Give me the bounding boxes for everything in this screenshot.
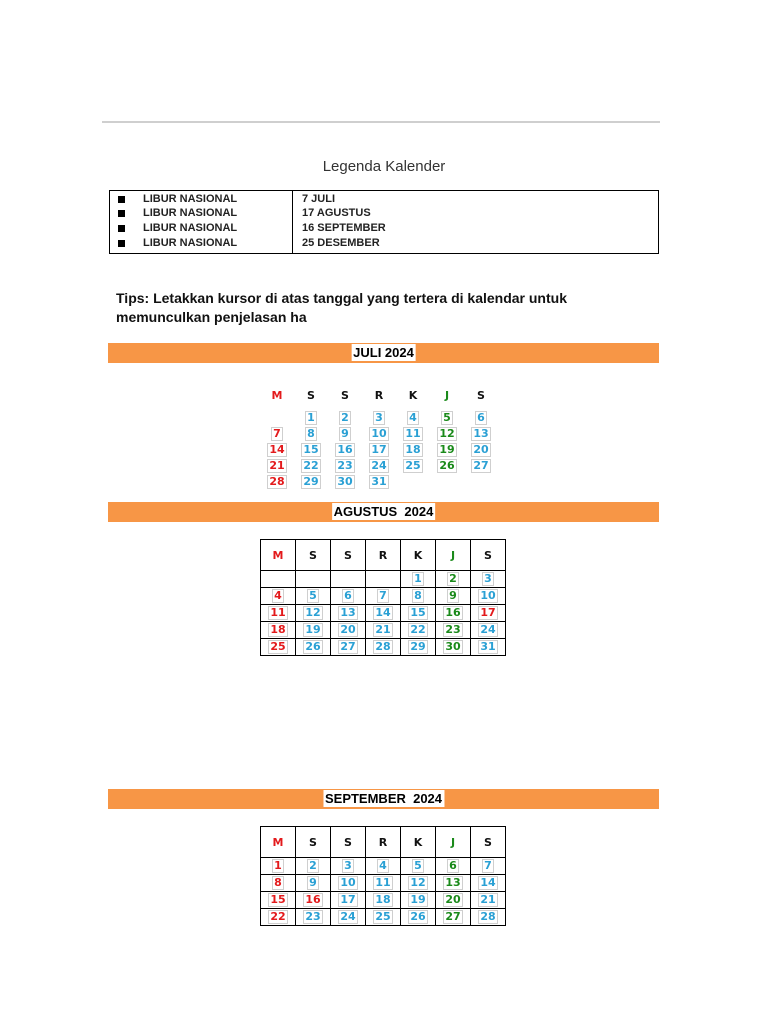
date-link[interactable]: 9 xyxy=(309,876,317,889)
date-link[interactable]: 23 xyxy=(305,910,321,923)
weekday-label: S xyxy=(471,827,506,858)
day-cell xyxy=(296,605,331,622)
day-cell xyxy=(464,426,498,442)
date-link[interactable]: 7 xyxy=(379,589,387,602)
legend-date: 7 JULI xyxy=(302,193,336,205)
month-title: JULI 2024 xyxy=(353,345,414,360)
day-cell xyxy=(401,622,436,639)
day-cell xyxy=(261,622,296,639)
date-link[interactable]: 29 xyxy=(303,475,319,488)
date-link[interactable]: 17 xyxy=(340,893,356,906)
bullet-square-icon xyxy=(118,210,125,217)
date-link[interactable]: 15 xyxy=(303,443,319,456)
weekday-label: M xyxy=(261,540,296,571)
weekday-label: S xyxy=(296,827,331,858)
weekday-label: S xyxy=(331,540,366,571)
date-link[interactable]: 13 xyxy=(445,876,461,889)
week-row xyxy=(260,442,498,458)
day-cell xyxy=(261,571,296,588)
date-link[interactable]: 27 xyxy=(473,459,489,472)
day-cell xyxy=(366,622,401,639)
weekday-label: R xyxy=(366,540,401,571)
date-link[interactable]: 14 xyxy=(375,606,391,619)
date-link[interactable]: 1 xyxy=(274,859,282,872)
calendar-agustus xyxy=(260,539,506,656)
date-link[interactable]: 28 xyxy=(269,475,285,488)
legend-date: 25 DESEMBER xyxy=(302,237,380,249)
legend-label: LIBUR NASIONAL xyxy=(143,237,238,249)
day-cell xyxy=(296,571,331,588)
weekday-header-row xyxy=(261,827,506,858)
bullet-square-icon xyxy=(118,196,125,203)
date-link[interactable]: 2 xyxy=(309,859,317,872)
date-link[interactable]: 5 xyxy=(414,859,422,872)
day-cell xyxy=(362,474,396,490)
date-link[interactable]: 21 xyxy=(269,459,285,472)
legend-title: Legenda Kalender xyxy=(322,158,446,175)
date-link[interactable]: 6 xyxy=(449,859,457,872)
date-link[interactable]: 23 xyxy=(337,459,353,472)
date-link[interactable]: 28 xyxy=(480,910,496,923)
day-cell xyxy=(401,588,436,605)
day-cell xyxy=(296,639,331,656)
day-cell xyxy=(261,588,296,605)
date-link[interactable]: 16 xyxy=(305,893,321,906)
day-cell xyxy=(331,875,366,892)
day-cell xyxy=(362,410,396,426)
date-link[interactable]: 9 xyxy=(341,427,349,440)
day-cell xyxy=(401,858,436,875)
date-link[interactable]: 11 xyxy=(270,606,286,619)
date-link[interactable]: 20 xyxy=(340,623,356,636)
day-cell xyxy=(430,426,464,442)
month-header-agustus xyxy=(108,502,659,522)
week-row xyxy=(260,458,498,474)
day-cell xyxy=(471,858,506,875)
date-link[interactable]: 11 xyxy=(375,876,391,889)
day-cell xyxy=(296,875,331,892)
day-cell xyxy=(401,892,436,909)
date-link[interactable]: 26 xyxy=(410,910,426,923)
day-cell xyxy=(260,442,294,458)
day-cell xyxy=(294,474,328,490)
day-cell xyxy=(296,622,331,639)
day-cell xyxy=(366,892,401,909)
week-row xyxy=(260,410,498,426)
day-cell xyxy=(471,892,506,909)
weekday-label: S xyxy=(477,388,485,402)
date-link[interactable]: 29 xyxy=(410,640,426,653)
date-link[interactable]: 26 xyxy=(305,640,321,653)
date-link[interactable]: 25 xyxy=(405,459,421,472)
date-link[interactable]: 10 xyxy=(340,876,356,889)
weekday-label: S xyxy=(341,388,349,402)
month-header-juli xyxy=(108,343,659,363)
week-row xyxy=(261,858,506,875)
month-header-september xyxy=(108,789,659,809)
date-link[interactable]: 20 xyxy=(473,443,489,456)
day-cell xyxy=(331,892,366,909)
legend-label: LIBUR NASIONAL xyxy=(143,193,238,205)
day-cell xyxy=(436,571,471,588)
day-cell xyxy=(261,858,296,875)
date-link[interactable]: 5 xyxy=(443,411,451,424)
day-cell xyxy=(261,639,296,656)
calendar-grid xyxy=(260,380,498,490)
date-link[interactable]: 21 xyxy=(480,893,496,906)
day-cell xyxy=(430,442,464,458)
day-cell xyxy=(396,410,430,426)
day-cell xyxy=(296,909,331,926)
date-link[interactable]: 21 xyxy=(375,623,391,636)
tips-text: Tips: Letakkan kursor di atas tanggal yang tertera di kalendar untuk memunculkan penjelasan ha xyxy=(116,290,567,325)
date-link[interactable]: 9 xyxy=(449,589,457,602)
day-cell xyxy=(261,909,296,926)
date-link[interactable]: 2 xyxy=(449,572,457,585)
day-cell xyxy=(331,909,366,926)
week-row xyxy=(261,892,506,909)
date-link[interactable]: 6 xyxy=(344,589,352,602)
date-link[interactable]: 13 xyxy=(340,606,356,619)
week-row xyxy=(260,426,498,442)
week-row xyxy=(261,605,506,622)
date-link[interactable]: 28 xyxy=(375,640,391,653)
day-cell xyxy=(430,410,464,426)
day-cell xyxy=(296,892,331,909)
day-cell xyxy=(366,605,401,622)
date-link[interactable]: 3 xyxy=(375,411,383,424)
date-link[interactable]: 22 xyxy=(270,910,286,923)
calendar-grid xyxy=(260,826,506,926)
day-cell xyxy=(260,474,294,490)
day-cell xyxy=(260,458,294,474)
day-cell xyxy=(296,858,331,875)
day-cell xyxy=(261,605,296,622)
day-cell xyxy=(401,909,436,926)
legend-row xyxy=(110,206,658,221)
day-cell xyxy=(401,875,436,892)
weekday-label: K xyxy=(408,388,418,402)
day-cell xyxy=(430,458,464,474)
date-link[interactable]: 8 xyxy=(307,427,315,440)
day-cell xyxy=(366,571,401,588)
date-link[interactable]: 8 xyxy=(274,876,282,889)
date-link[interactable]: 18 xyxy=(375,893,391,906)
legend-date: 16 SEPTEMBER xyxy=(302,222,386,234)
date-link[interactable]: 12 xyxy=(410,876,426,889)
date-link[interactable]: 7 xyxy=(273,427,281,440)
date-link[interactable]: 1 xyxy=(307,411,315,424)
legend-label: LIBUR NASIONAL xyxy=(143,222,238,234)
week-row xyxy=(261,909,506,926)
date-link[interactable]: 7 xyxy=(484,859,492,872)
week-row xyxy=(261,571,506,588)
month-title: SEPTEMBER 2024 xyxy=(324,791,443,806)
day-cell xyxy=(471,909,506,926)
bullet-square-icon xyxy=(118,240,125,247)
day-cell xyxy=(294,442,328,458)
legend-row xyxy=(110,192,658,207)
weekday-label: K xyxy=(401,540,436,571)
date-link[interactable]: 27 xyxy=(340,640,356,653)
weekday-label: R xyxy=(374,388,384,402)
date-link[interactable]: 15 xyxy=(410,606,426,619)
date-link[interactable]: 24 xyxy=(480,623,496,636)
day-cell xyxy=(436,858,471,875)
weekday-label: S xyxy=(296,540,331,571)
date-link[interactable]: 19 xyxy=(410,893,426,906)
weekday-label: S xyxy=(307,388,315,402)
day-cell xyxy=(260,426,294,442)
day-cell xyxy=(396,458,430,474)
day-cell xyxy=(366,909,401,926)
day-cell xyxy=(464,410,498,426)
day-cell xyxy=(328,442,362,458)
date-link[interactable]: 22 xyxy=(410,623,426,636)
date-link[interactable]: 6 xyxy=(477,411,485,424)
day-cell xyxy=(471,622,506,639)
day-cell xyxy=(471,605,506,622)
bullet-square-icon xyxy=(118,225,125,232)
date-link[interactable]: 3 xyxy=(344,859,352,872)
day-cell xyxy=(328,474,362,490)
date-link[interactable]: 15 xyxy=(270,893,286,906)
date-link[interactable]: 13 xyxy=(473,427,489,440)
date-link[interactable]: 8 xyxy=(414,589,422,602)
date-link[interactable]: 5 xyxy=(309,589,317,602)
date-link[interactable]: 22 xyxy=(303,459,319,472)
day-cell xyxy=(331,639,366,656)
top-divider xyxy=(102,121,660,123)
date-link[interactable]: 16 xyxy=(445,606,461,619)
date-link[interactable]: 31 xyxy=(480,640,496,653)
calendar-september xyxy=(260,826,506,926)
date-link[interactable]: 30 xyxy=(337,475,353,488)
day-cell xyxy=(430,474,464,490)
day-cell xyxy=(436,875,471,892)
weekday-label: J xyxy=(436,827,471,858)
date-link[interactable]: 14 xyxy=(480,876,496,889)
day-cell xyxy=(366,588,401,605)
day-cell xyxy=(366,875,401,892)
weekday-label: R xyxy=(366,827,401,858)
day-cell xyxy=(362,426,396,442)
week-row xyxy=(261,622,506,639)
date-link[interactable]: 19 xyxy=(305,623,321,636)
date-link[interactable]: 11 xyxy=(405,427,421,440)
date-link[interactable]: 14 xyxy=(269,443,285,456)
date-link[interactable]: 4 xyxy=(274,589,282,602)
date-link[interactable]: 24 xyxy=(340,910,356,923)
day-cell xyxy=(436,892,471,909)
day-cell xyxy=(331,571,366,588)
date-link[interactable]: 3 xyxy=(484,572,492,585)
day-cell xyxy=(294,458,328,474)
legend-row xyxy=(110,221,658,236)
date-link[interactable]: 25 xyxy=(270,640,286,653)
day-cell xyxy=(396,442,430,458)
day-cell xyxy=(331,858,366,875)
weekday-header-row xyxy=(261,540,506,571)
day-cell xyxy=(362,458,396,474)
week-row xyxy=(260,474,498,490)
date-link[interactable]: 10 xyxy=(480,589,496,602)
day-cell xyxy=(362,442,396,458)
day-cell xyxy=(328,410,362,426)
day-cell xyxy=(436,622,471,639)
day-cell xyxy=(328,426,362,442)
date-link[interactable]: 18 xyxy=(270,623,286,636)
day-cell xyxy=(471,639,506,656)
weekday-label: M xyxy=(261,827,296,858)
date-link[interactable]: 1 xyxy=(414,572,422,585)
day-cell xyxy=(464,474,498,490)
week-row xyxy=(261,588,506,605)
day-cell xyxy=(471,588,506,605)
day-cell xyxy=(436,909,471,926)
date-link[interactable]: 16 xyxy=(337,443,353,456)
day-cell xyxy=(331,605,366,622)
date-link[interactable]: 17 xyxy=(371,443,387,456)
day-cell xyxy=(471,571,506,588)
legend-row xyxy=(110,236,658,251)
day-cell xyxy=(436,605,471,622)
day-cell xyxy=(401,639,436,656)
date-link[interactable]: 4 xyxy=(409,411,417,424)
date-link[interactable]: 24 xyxy=(371,459,387,472)
day-cell xyxy=(401,605,436,622)
legend-date: 17 AGUSTUS xyxy=(302,207,371,219)
date-link[interactable]: 25 xyxy=(375,910,391,923)
day-cell xyxy=(261,892,296,909)
legend-table xyxy=(109,190,659,254)
weekday-label: J xyxy=(436,540,471,571)
month-title: AGUSTUS 2024 xyxy=(333,504,434,519)
weekday-label: S xyxy=(471,540,506,571)
date-link[interactable]: 18 xyxy=(405,443,421,456)
weekday-header-row xyxy=(260,380,498,410)
week-row xyxy=(261,875,506,892)
day-cell xyxy=(260,410,294,426)
week-row xyxy=(261,639,506,656)
day-cell xyxy=(464,458,498,474)
date-link[interactable]: 31 xyxy=(371,475,387,488)
date-link[interactable]: 12 xyxy=(439,427,455,440)
date-link[interactable]: 20 xyxy=(445,893,461,906)
day-cell xyxy=(261,875,296,892)
date-link[interactable]: 26 xyxy=(439,459,455,472)
date-link[interactable]: 19 xyxy=(439,443,455,456)
date-link[interactable]: 17 xyxy=(480,606,496,619)
day-cell xyxy=(296,588,331,605)
day-cell xyxy=(294,410,328,426)
date-link[interactable]: 12 xyxy=(305,606,321,619)
day-cell xyxy=(436,588,471,605)
day-cell xyxy=(366,639,401,656)
date-link[interactable]: 30 xyxy=(445,640,461,653)
day-cell xyxy=(436,639,471,656)
date-link[interactable]: 2 xyxy=(341,411,349,424)
weekday-label: S xyxy=(331,827,366,858)
date-link[interactable]: 4 xyxy=(379,859,387,872)
calendar-juli xyxy=(260,380,498,490)
weekday-label: J xyxy=(444,388,450,402)
date-link[interactable]: 10 xyxy=(371,427,387,440)
legend-label: LIBUR NASIONAL xyxy=(143,207,238,219)
day-cell xyxy=(471,875,506,892)
weekday-label: M xyxy=(271,388,283,402)
day-cell xyxy=(396,426,430,442)
day-cell xyxy=(331,622,366,639)
day-cell xyxy=(294,426,328,442)
calendar-grid xyxy=(260,539,506,656)
day-cell xyxy=(366,858,401,875)
weekday-label: K xyxy=(401,827,436,858)
day-cell xyxy=(331,588,366,605)
day-cell xyxy=(401,571,436,588)
day-cell xyxy=(396,474,430,490)
day-cell xyxy=(464,442,498,458)
date-link[interactable]: 23 xyxy=(445,623,461,636)
date-link[interactable]: 27 xyxy=(445,910,461,923)
day-cell xyxy=(328,458,362,474)
